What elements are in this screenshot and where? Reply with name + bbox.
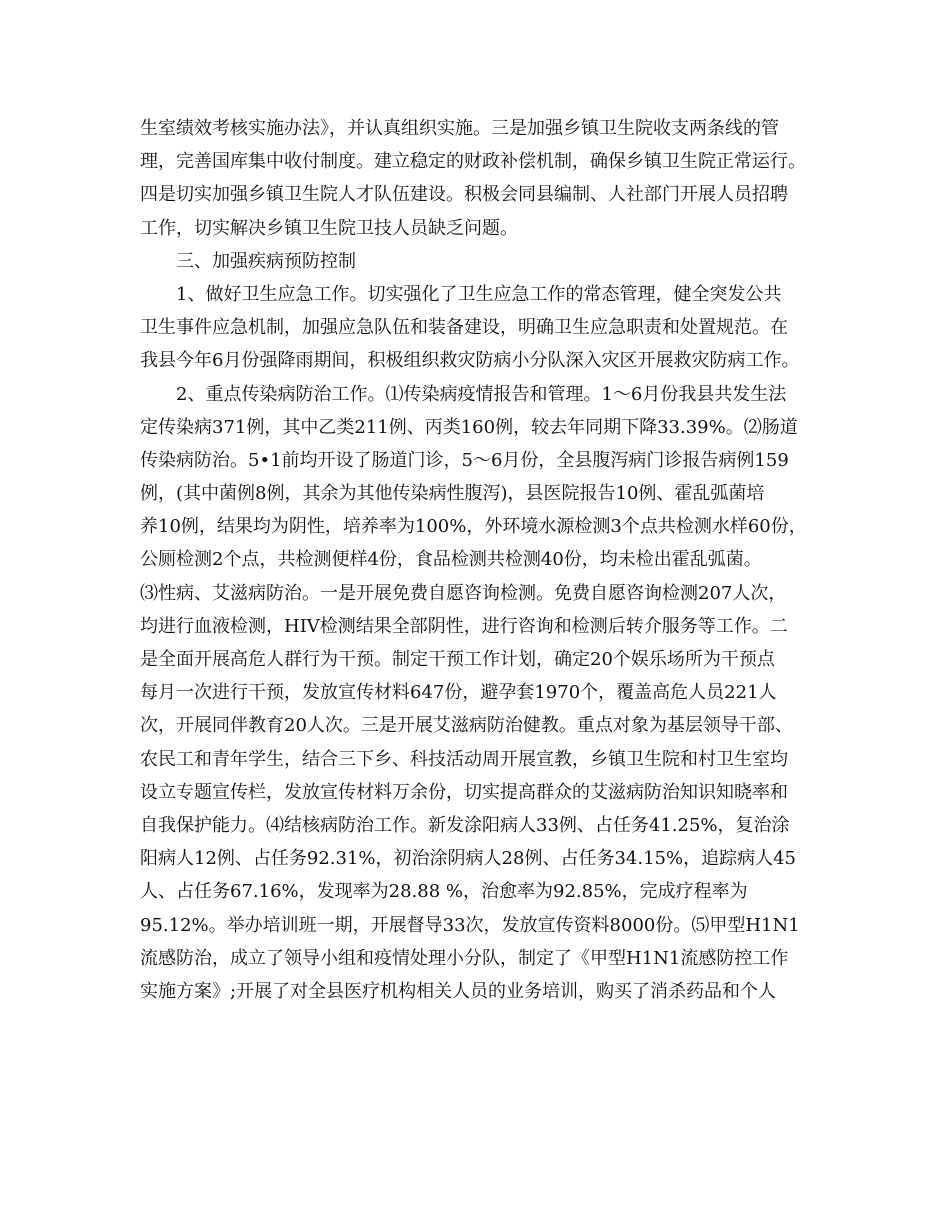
text-line: 每月一次进行干预，发放宣传材料647份，避孕套1970个，覆盖高危人员221人	[140, 682, 777, 704]
text-line: 养10例，结果均为阴性，培养率为100%，外环境水源检测3个点共检测水样60份，	[140, 516, 807, 538]
text-line: 均进行血液检测，HIV检测结果全部阴性，进行咨询和检测后转介服务等工作。二	[140, 615, 788, 637]
text-line: 设立专题宣传栏，发放宣传材料万余份，切实提高群众的艾滋病防治知识知晓率和	[140, 781, 788, 803]
text-line: 95.12%。举办培训班一期，开展督导33次，发放宣传资料8000份。⑸甲型H1N1	[140, 914, 800, 936]
paragraph-start: 1、做好卫生应急工作。切实强化了卫生应急工作的常态管理，健全突发公共	[176, 283, 782, 305]
text-line: 例，(其中菌例8例，其余为其他传染病性腹泻)，县医院报告10例、霍乱弧菌培	[140, 483, 765, 505]
text-line: 卫生事件应急机制，加强应急队伍和装备建设，明确卫生应急职责和处置规范。在	[140, 317, 788, 339]
text-line: 定传染病371例，其中乙类211例、丙类160例，较去年同期下降33.39%。⑵肠道	[140, 416, 798, 438]
text-line: 农民工和青年学生，结合三下乡、科技活动周开展宣教，乡镇卫生院和村卫生室均	[140, 748, 788, 770]
text-line: ⑶性病、艾滋病防治。一是开展免费自愿咨询检测。免费自愿咨询检测207人次，	[140, 582, 787, 604]
text-line: 我县今年6月份强降雨期间，积极组织救灾防病小分队深入灾区开展救灾防病工作。	[140, 350, 800, 372]
section-heading: 三、加强疾病预防控制	[176, 250, 356, 272]
text-line: 流感防治，成立了领导小组和疫情处理小分队，制定了《甲型H1N1流感防控工作	[140, 947, 789, 969]
text-line: 生室绩效考核实施办法》，并认真组织实施。三是加强乡镇卫生院收支两条线的管	[140, 118, 779, 139]
text-line: 四是切实加强乡镇卫生院人才队伍建设。积极会同县编制、人社部门开展人员招聘	[140, 184, 788, 206]
text-line: 实施方案》;开展了对全县医疗机构相关人员的业务培训，购买了消杀药品和个人	[140, 980, 777, 1002]
text-line: 是全面开展高危人群行为干预。制定干预工作计划，确定20个娱乐场所为干预点	[140, 649, 775, 670]
text-line: 公厕检测2个点，共检测便样4份，食品检测共检测40份，均未检出霍乱弧菌。	[140, 549, 762, 571]
text-line: 人、占任务67.16%，发现率为28.88 %，治愈率为92.85%，完成疗程率为	[140, 881, 748, 903]
text-line: 自我保护能力。⑷结核病防治工作。新发涂阳病人33例、占任务41.25%，复治涂	[140, 814, 790, 836]
text-line: 传染病防治。5•1前均开设了肠道门诊，5～6月份，全县腹泻病门诊报告病例159	[140, 449, 789, 471]
text-line: 工作，切实解决乡镇卫生院卫技人员缺乏问题。	[140, 217, 518, 239]
text-line: 理，完善国库集中收付制度。建立稳定的财政补偿机制，确保乡镇卫生院正常运行。	[140, 151, 806, 173]
text-line: 阳病人12例、占任务92.31%，初治涂阴病人28例、占任务34.15%，追踪病人45	[140, 848, 796, 870]
document-body	[140, 112, 820, 1008]
paragraph-start: 2、重点传染病防治工作。⑴传染病疫情报告和管理。1～6月份我县共发生法	[176, 383, 787, 405]
text-line: 次，开展同伴教育20人次。三是开展艾滋病防治健教。重点对象为基层领导干部、	[140, 715, 793, 737]
